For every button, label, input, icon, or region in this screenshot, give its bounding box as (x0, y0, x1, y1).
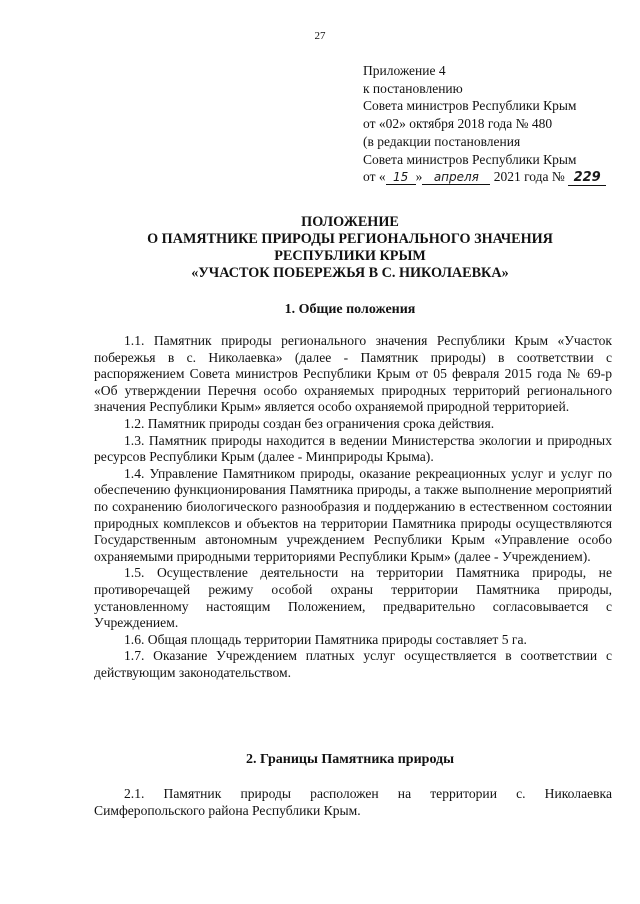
paragraph-1-3: 1.3. Памятник природы находится в ведении Министерства экологии и природных ресурсов Республики Крым (далее - Минприроды Крыма). (94, 432, 612, 465)
handwritten-month: апреля (422, 170, 490, 185)
appendix-line: от «02» октября 2018 года № 480 (363, 116, 553, 132)
section-1-heading: 1. Общие положения (284, 302, 416, 317)
appendix-line: Приложение 4 (363, 63, 446, 78)
paragraph-1-7: 1.7. Оказание Учреждением платных услуг осуществляется в соответствии с действующим законодательством. (94, 648, 612, 680)
title-line: «УЧАСТОК ПОБЕРЕЖЬЯ В С. НИКОЛАЕВКА» (191, 265, 509, 281)
handwritten-day: 15 (386, 170, 416, 185)
date-year: 2021 года № (493, 169, 565, 185)
paragraph-1-5: 1.5. Осуществление деятельности на территории Памятника природы, не противоречащей режиму особой охраны территории Памятника природы, установленному настоящим Положением, предварительно согласовывается с Учреждением. (94, 565, 612, 631)
paragraph-1-2: 1.2. Памятник природы создан без ограничения срока действия. (124, 415, 495, 431)
section-1-body (94, 333, 612, 681)
date-separator: » (415, 169, 423, 185)
paragraph-1-4: 1.4. Управление Памятником природы, оказание рекреационных услуг и услуг по обеспечению функционирования Памятника природы, а также выполнение мероприятий по сохранению биологического разнообразия и поддержанию в естественном состоянии природных комплексов и объектов на территории Памятника природы осуществляются Государственным автономным учреждением Республики Крым «Управление особо охраняемыми природными территориями Республики Крым» (далее - Учреждением). (94, 465, 612, 564)
date-prefix: от « (363, 169, 386, 185)
handwritten-number: 229 (568, 171, 606, 186)
appendix-line: Совета министров Республики Крым (363, 98, 577, 114)
paragraph-1-6: 1.6. Общая площадь территории Памятника природы составляет 5 га. (124, 631, 527, 647)
section-2-heading: 2. Границы Памятника природы (245, 752, 455, 767)
document-title (0, 214, 640, 282)
appendix-line: к постановлению (363, 80, 463, 96)
appendix-line: (в редакции постановления (363, 133, 521, 149)
appendix-line: Совета министров Республики Крым (363, 151, 577, 167)
title-line: О ПАМЯТНИКЕ ПРИРОДЫ РЕГИОНАЛЬНОГО ЗНАЧЕНИЯ (147, 231, 553, 247)
title-line: ПОЛОЖЕНИЕ (301, 214, 399, 230)
amendment-date-line (363, 168, 633, 186)
paragraph-2-1: 2.1. Памятник природы расположен на территории с. Николаевка Симферопольского района Республики Крым. (94, 786, 612, 818)
paragraph-1-1: 1.1. Памятник природы регионального значения Республики Крым «Участок побережья в с. Николаевка» (далее - Памятник природы) в соответствии с распоряжением Совета министров Республики Крым от 05 февраля 2015 года № 69-р «Об утверждении Перечня особо охраняемых природных территорий регионального значения Республики Крым» является особо охраняемой природной территорией. (94, 333, 612, 415)
page-number: 27 (314, 30, 326, 42)
section-2-body (94, 786, 612, 819)
title-line: РЕСПУБЛИКИ КРЫМ (274, 248, 426, 264)
appendix-block (363, 62, 633, 186)
